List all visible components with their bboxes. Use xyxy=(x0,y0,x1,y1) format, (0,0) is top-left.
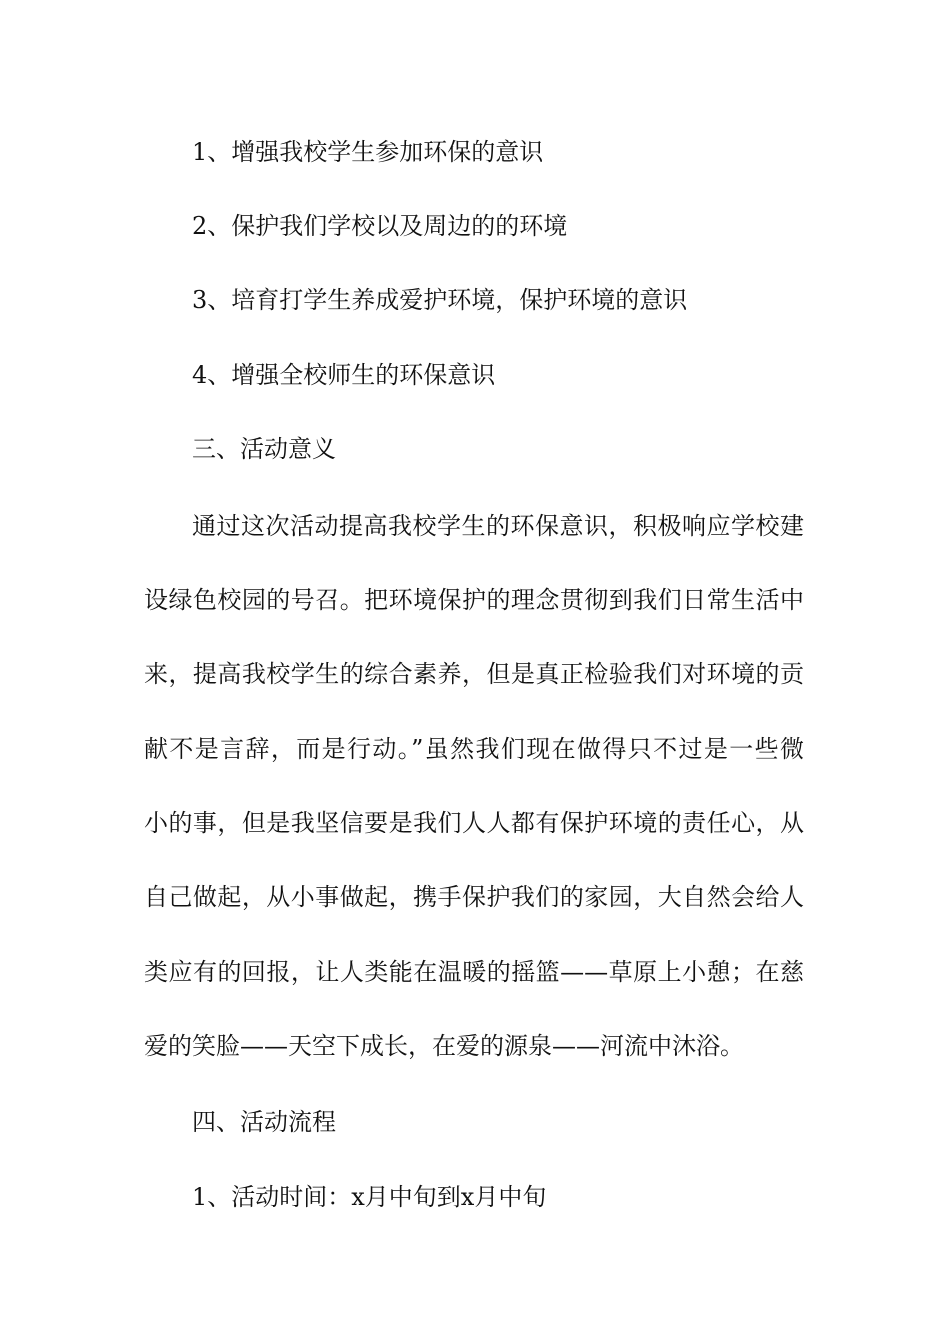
process-item-1: 1、活动时间：x月中旬到x月中旬 xyxy=(192,1183,547,1211)
objective-item-3: 3、培育打学生养成爱护环境，保护环境的意识 xyxy=(192,286,688,314)
paragraph-line-3: 来，提高我校学生的综合素养，但是真正检验我们对环境的贡 xyxy=(144,660,804,688)
objective-item-2: 2、保护我们学校以及周边的的环境 xyxy=(192,212,568,240)
paragraph-line-1: 通过这次活动提高我校学生的环保意识，积极响应学校建 xyxy=(192,512,804,540)
section-heading-process: 四、活动流程 xyxy=(192,1108,336,1136)
section-heading-significance: 三、活动意义 xyxy=(192,435,336,463)
paragraph-line-4: 献不是言辞，而是行动。”虽然我们现在做得只不过是一些微 xyxy=(144,735,804,763)
paragraph-line-5: 小的事，但是我坚信要是我们人人都有保护环境的责任心，从 xyxy=(144,809,804,837)
paragraph-line-7: 类应有的回报，让人类能在温暖的摇篮——草原上小憩；在慈 xyxy=(144,958,804,986)
paragraph-line-6: 自己做起，从小事做起，携手保护我们的家园，大自然会给人 xyxy=(144,883,804,911)
objective-item-1: 1、增强我校学生参加环保的意识 xyxy=(192,138,544,166)
paragraph-line-8: 爱的笑脸——天空下成长，在爱的源泉——河流中沐浴。 xyxy=(144,1032,744,1060)
paragraph-line-2: 设绿色校园的号召。把环境保护的理念贯彻到我们日常生活中 xyxy=(144,586,804,614)
objective-item-4: 4、增强全校师生的环保意识 xyxy=(192,361,496,389)
